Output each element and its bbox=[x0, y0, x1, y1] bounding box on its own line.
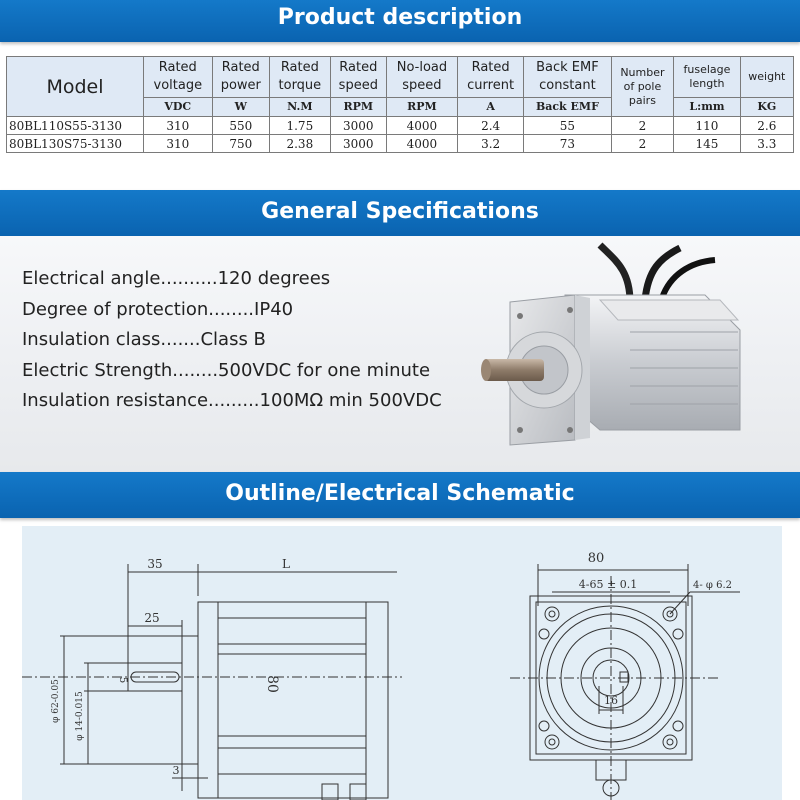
spec-insulation-class: Insulation class.......Class B bbox=[22, 329, 266, 350]
cell-model: 80BL130S75-3130 bbox=[7, 135, 144, 153]
dim-phi-14: φ 14-0.015 bbox=[75, 691, 85, 741]
section-title: General Specifications bbox=[261, 199, 539, 224]
header-back-emf: Back EMF constant bbox=[524, 57, 611, 98]
dim-L: L bbox=[282, 557, 290, 571]
table-cell: 310 bbox=[144, 117, 213, 135]
table-cell: 2.38 bbox=[270, 135, 331, 153]
table-cell: 550 bbox=[212, 117, 269, 135]
unit-back-emf: Back EMF bbox=[524, 98, 611, 117]
table-row bbox=[7, 135, 794, 153]
table-cell: 2.4 bbox=[457, 117, 523, 135]
table-cell: 73 bbox=[524, 135, 611, 153]
unit-power: W bbox=[212, 98, 269, 117]
dim-holes: 4-65 ± 0.1 bbox=[578, 578, 638, 591]
table-cell: 3.3 bbox=[740, 135, 793, 153]
header-no-load-speed: No-load speed bbox=[386, 57, 457, 98]
header-rated-torque: Rated torque bbox=[270, 57, 331, 98]
header-rated-power: Rated power bbox=[212, 57, 269, 98]
side-view-drawing bbox=[22, 526, 402, 800]
unit-current: A bbox=[457, 98, 523, 117]
table-cell: 2 bbox=[611, 135, 674, 153]
section-banner-product-description bbox=[0, 0, 800, 42]
dim-35: 35 bbox=[147, 557, 163, 571]
motor-product-image bbox=[480, 240, 770, 460]
cell-model: 80BL110S55-3130 bbox=[7, 117, 144, 135]
spec-protection: Degree of protection........IP40 bbox=[22, 298, 294, 320]
front-view-drawing bbox=[490, 526, 780, 800]
unit-torque: N.M bbox=[270, 98, 331, 117]
table-cell: 3.2 bbox=[457, 135, 523, 153]
header-rated-voltage: Rated voltage bbox=[144, 57, 213, 98]
header-fuselage-length: fuselage length bbox=[674, 57, 740, 98]
header-rated-speed: Rated speed bbox=[330, 57, 386, 98]
dim-3: 3 bbox=[172, 764, 180, 777]
dim-80: 80 bbox=[264, 675, 280, 693]
header-rated-current: Rated current bbox=[457, 57, 523, 98]
dim-phi-62: φ 62-0.05 bbox=[51, 679, 61, 723]
unit-length: L:mm bbox=[674, 98, 740, 117]
unit-voltage: VDC bbox=[144, 98, 213, 117]
spec-electric-strength: Electric Strength........500VDC for one minute bbox=[22, 359, 431, 381]
dim-5: 5 bbox=[117, 676, 128, 684]
spec-list bbox=[22, 268, 442, 421]
spec-insulation-resistance: Insulation resistance.........100MΩ min 500VDC bbox=[22, 390, 442, 411]
table-cell: 1.75 bbox=[270, 117, 331, 135]
table-cell: 55 bbox=[524, 117, 611, 135]
section-title: Outline/Electrical Schematic bbox=[225, 481, 575, 506]
header-pole-pairs: Number of pole pairs bbox=[611, 57, 674, 117]
table-cell: 2 bbox=[611, 117, 674, 135]
table-cell: 145 bbox=[674, 135, 740, 153]
dim-phi-6-2: 4- φ 6.2 bbox=[693, 580, 733, 591]
table-cell: 2.6 bbox=[740, 117, 793, 135]
header-model: Model bbox=[7, 57, 144, 117]
table-cell: 4000 bbox=[386, 117, 457, 135]
table-cell: 4000 bbox=[386, 135, 457, 153]
unit-no-load-speed: RPM bbox=[386, 98, 457, 117]
table-row bbox=[7, 117, 794, 135]
spec-electrical-angle: Electrical angle..........120 degrees bbox=[22, 268, 331, 289]
dim-25: 25 bbox=[144, 611, 160, 625]
unit-speed: RPM bbox=[330, 98, 386, 117]
section-banner-outline bbox=[0, 472, 800, 518]
section-banner-general-specifications bbox=[0, 190, 800, 236]
dim-16: 16 bbox=[604, 694, 618, 707]
product-table bbox=[6, 56, 794, 153]
table-cell: 3000 bbox=[330, 135, 386, 153]
table-cell: 310 bbox=[144, 135, 213, 153]
table-cell: 3000 bbox=[330, 117, 386, 135]
table-cell: 110 bbox=[674, 117, 740, 135]
table-cell: 750 bbox=[212, 135, 269, 153]
header-weight: weight bbox=[740, 57, 793, 98]
section-title: Product description bbox=[277, 5, 523, 30]
unit-weight: KG bbox=[740, 98, 793, 117]
dim-80-front: 80 bbox=[587, 551, 605, 566]
